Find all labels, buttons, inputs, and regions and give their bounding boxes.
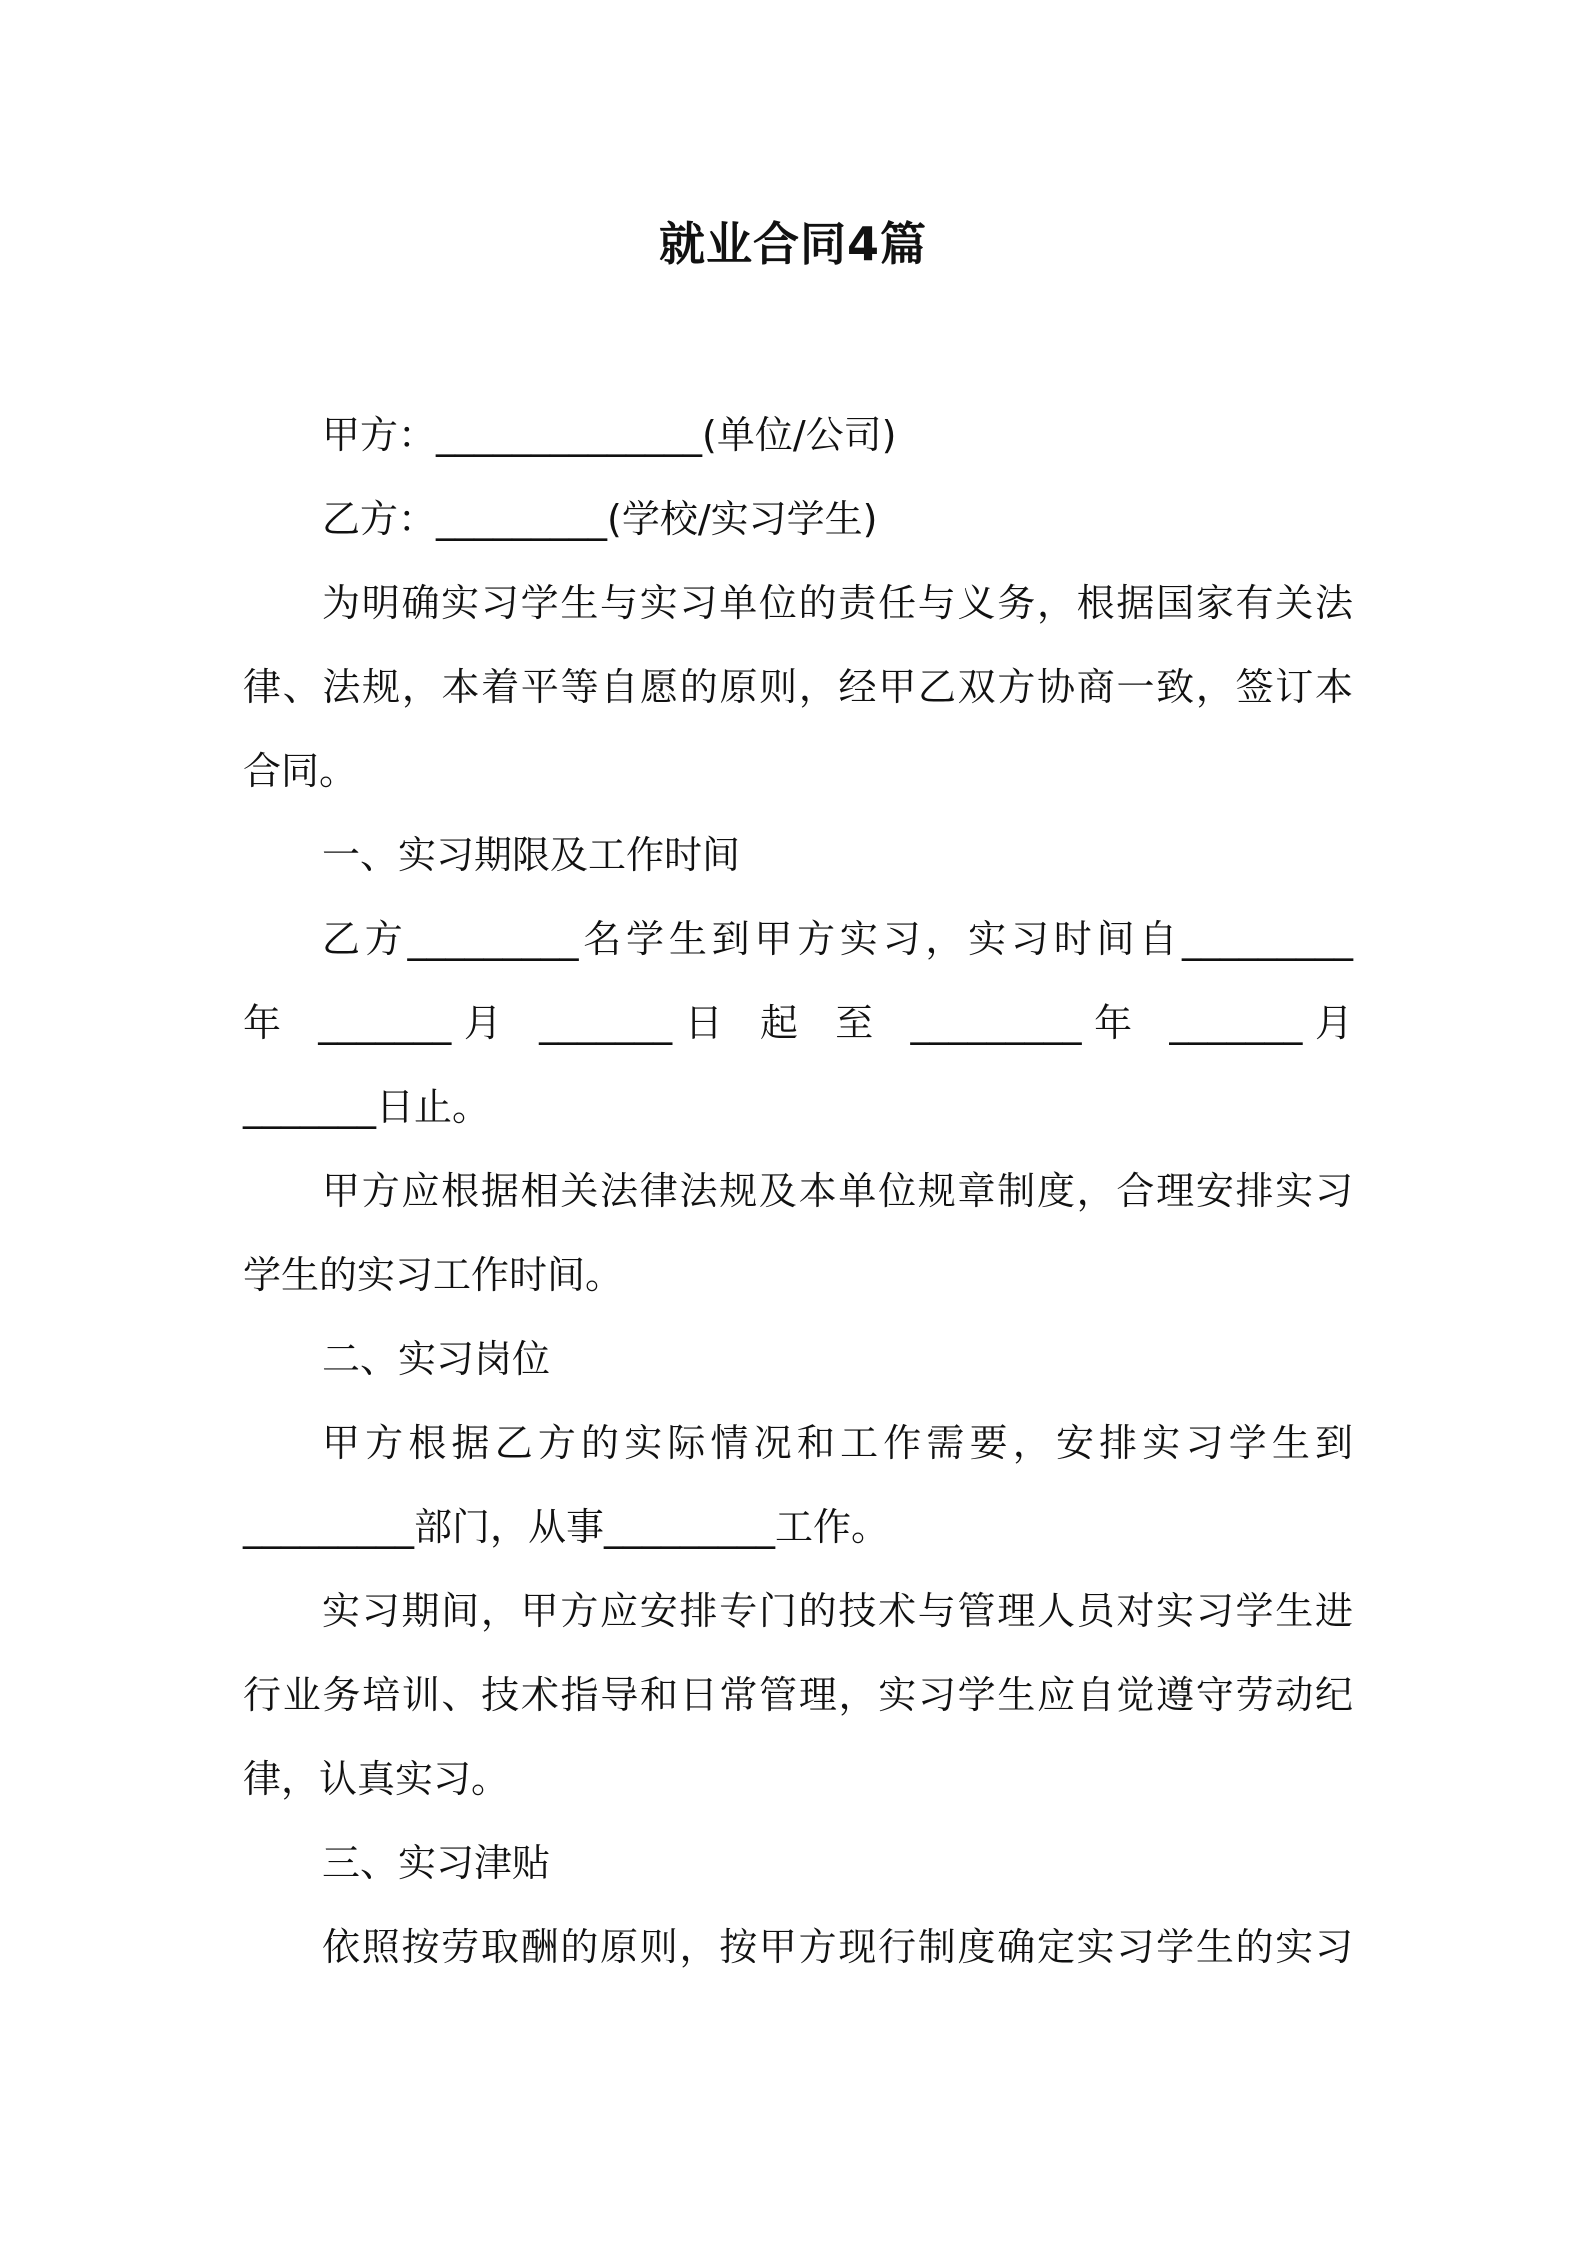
section-heading: 一、实习期限及工作时间 <box>322 833 741 877</box>
paragraph-line: _________部门，从事_________工作。 <box>243 1505 890 1549</box>
paragraph-line: 甲方应根据相关法律法规及本单位规章制度，合理安排实习 <box>322 1169 1353 1213</box>
paragraph-line: 律，认真实习。 <box>243 1757 510 1801</box>
party-a-line: 甲方：______________(单位/公司) <box>322 413 897 457</box>
paragraph-line: 律、法规，本着平等自愿的原则，经甲乙双方协商一致，签订本 <box>243 665 1353 709</box>
paragraph-line: 合同。 <box>243 749 358 793</box>
paragraph-line: _______日止。 <box>243 1085 491 1129</box>
paragraph-line: 年 _______月 _______日 起 至 _________年 _______月 <box>243 1001 1353 1045</box>
paragraph-line: 为明确实习学生与实习单位的责任与义务，根据国家有关法 <box>322 581 1353 625</box>
paragraph-line: 行业务培训、技术指导和日常管理，实习学生应自觉遵守劳动纪 <box>243 1673 1353 1717</box>
paragraph-line: 依照按劳取酬的原则，按甲方现行制度确定实习学生的实习 <box>322 1925 1353 1969</box>
section-heading: 三、实习津贴 <box>322 1841 551 1885</box>
paragraph-line: 实习期间，甲方应安排专门的技术与管理人员对实习学生进 <box>322 1589 1353 1633</box>
party-b-line: 乙方：_________(学校/实习学生) <box>322 497 878 541</box>
document-title: 就业合同4篇 <box>658 217 927 271</box>
paragraph-line: 学生的实习工作时间。 <box>243 1253 624 1297</box>
paragraph-line: 乙方_________名学生到甲方实习，实习时间自_________ <box>322 917 1353 961</box>
section-heading: 二、实习岗位 <box>322 1337 551 1381</box>
paragraph-line: 甲方根据乙方的实际情况和工作需要，安排实习学生到 <box>322 1421 1353 1465</box>
